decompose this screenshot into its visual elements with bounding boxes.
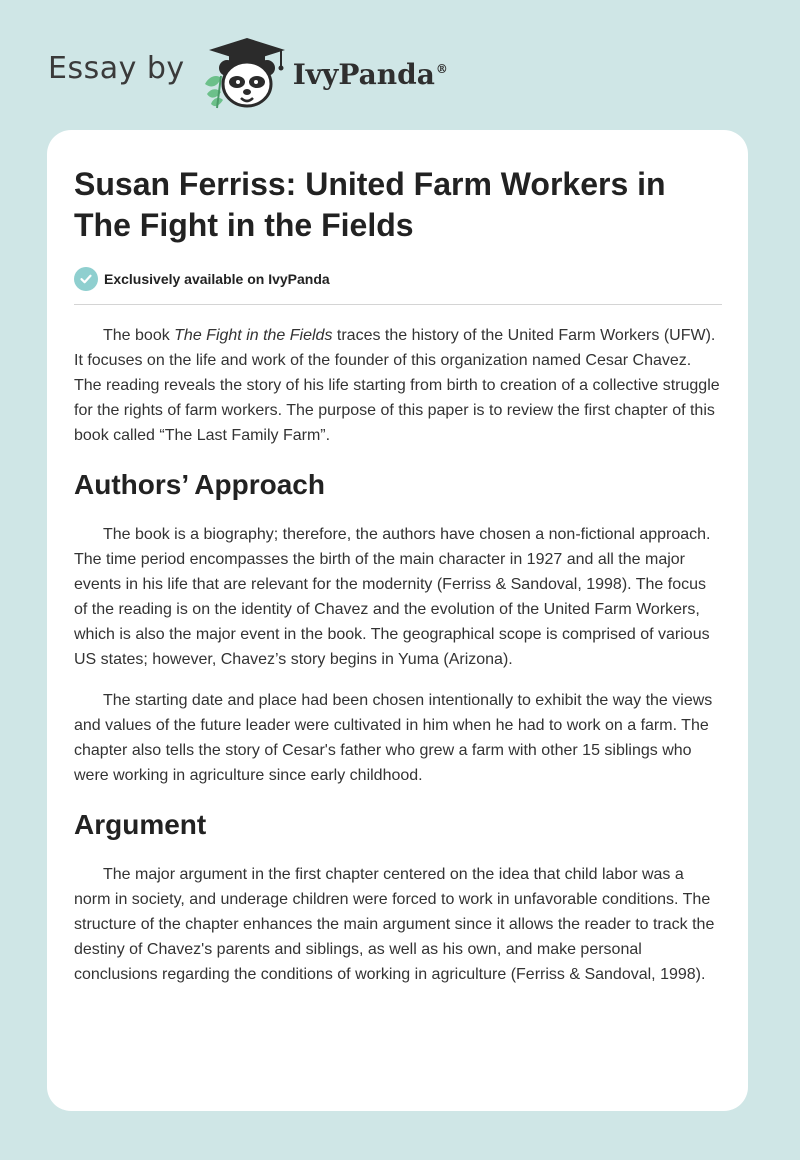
ivy-leaf-icon [205, 76, 223, 108]
site-header [48, 32, 448, 112]
section-heading-argument: Argument [74, 809, 207, 840]
intro-before: The book [103, 327, 175, 344]
check-icon [74, 267, 98, 291]
section-paragraph: The major argument in the first chapter centered on the idea that child labor was a norm in society, and underage children were forced to work in unfavorable conditions. The structure of the chapter enhances the main argument since it allows the reader to track the destiny of Chavez's parents and siblings, as well as his own, and make personal conclusions regarding the conditions of working in agriculture (Ferriss & Sandoval, 1998). [74, 866, 715, 983]
section-paragraph: The starting date and place had been chosen intentionally to exhibit the way the views and values of the future leader were cultivated in him when he had to work on a farm. The chapter also tells the story of Cesar's father who grew a farm with other 15 siblings who were working in agriculture since early childhood. [74, 692, 713, 784]
section-paragraph: The book is a biography; therefore, the authors have chosen a non-fictional approach. The time period encompasses the birth of the main character in 1927 and all the major events in his life that are relevant for the modernity (Ferriss & Sandoval, 1998). The focus of the reading is on the identity of Chavez and the evolution of the United Farm Workers, which is also the major event in the book. The geographical scope is comprised of various US states; however, Chavez’s story begins in Yuma (Arizona). [74, 526, 711, 668]
book-title: The Fight in the Fields [174, 327, 333, 344]
badge-label: Exclusively available on IvyPanda [104, 271, 330, 287]
section-heading-authors-approach: Authors’ Approach [74, 469, 325, 500]
essay-card [47, 130, 748, 1111]
panda-logo-icon[interactable] [199, 32, 291, 112]
brand-text: IvyPanda [292, 57, 435, 91]
intro-after: traces the history of the United Farm Workers (UFW). It focuses on the life and work of the founder of this organization named Cesar Chavez. The reading reveals the story of his life starting from birth to creation of a collective struggle for the rights of farm workers. The purpose of this paper is to review the first chapter of this book called “The Last Family Farm”. [74, 327, 720, 444]
exclusive-badge [74, 266, 722, 292]
divider [74, 304, 722, 305]
registered-mark: ® [435, 62, 448, 77]
essay-title: Susan Ferriss: United Farm Workers in The Fight in the Fields [74, 166, 666, 243]
essay-by-label: Essay by [48, 50, 185, 86]
intro-paragraph [74, 323, 722, 448]
brand-name[interactable] [293, 58, 448, 91]
